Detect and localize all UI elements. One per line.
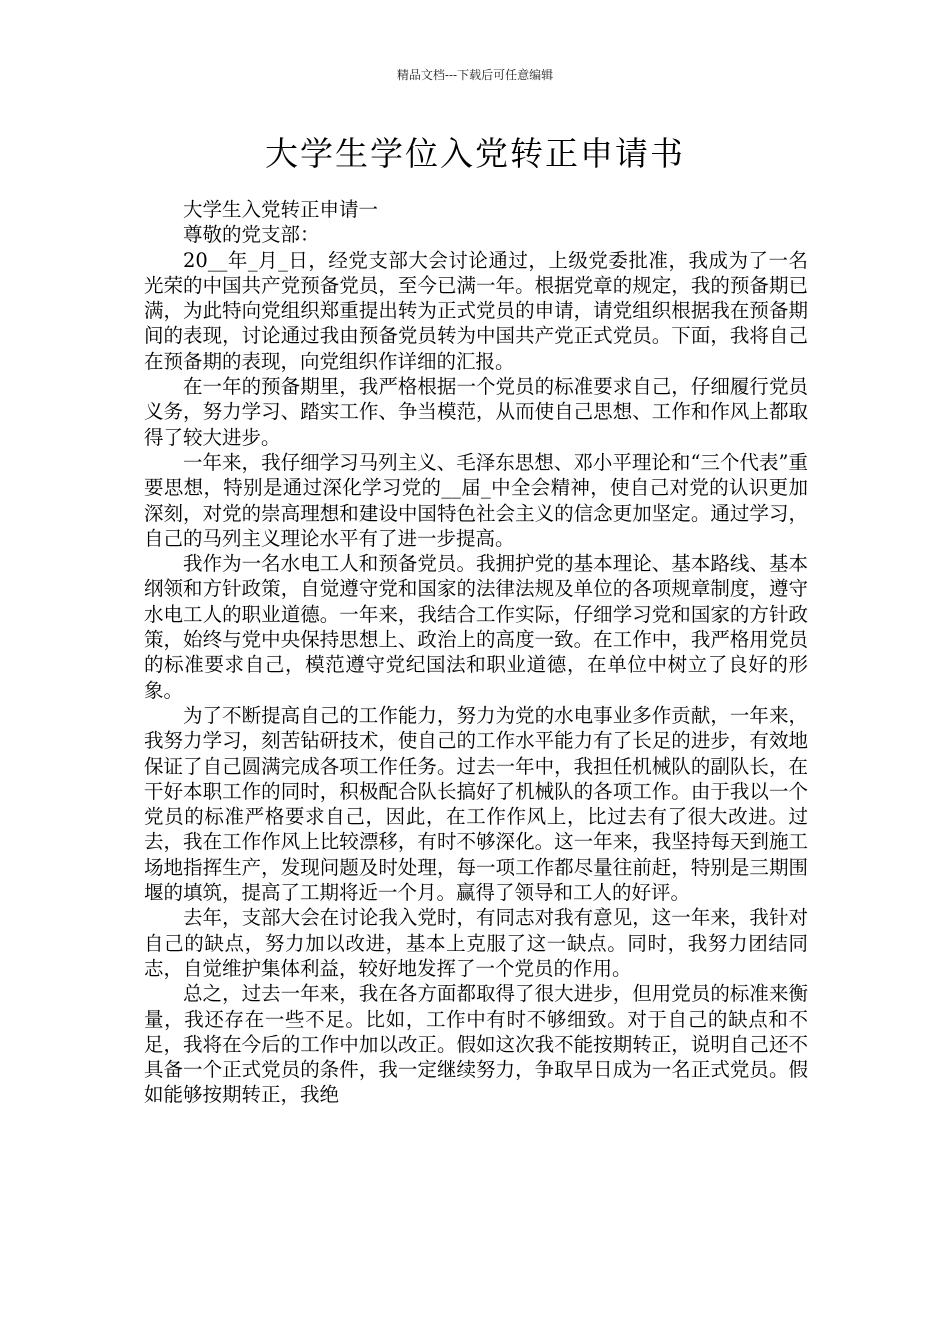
paragraph-2: 在一年的预备期里，我严格根据一个党员的标准要求自己，仔细履行党员义务，努力学习、踏实工作、争当模范，从而使自己思想、工作和作风上都取得了较大进步。 [144, 375, 808, 449]
paragraph-3: 一年来，我仔细学习马列主义、毛泽东思想、邓小平理论和“三个代表”重要思想，特别是通过深化学习党的__届_中全会精神，使自己对党的认识更加深刻，对党的崇高理想和建设中国特色社会主义的信念更加坚定。通过学习，自己的马列主义理论水平有了进一步提高。 [144, 450, 808, 550]
page-header-note: 精品文档---下载后可任意编辑 [396, 68, 554, 82]
document-body [144, 197, 808, 1108]
paragraph-7: 总之，过去一年来，我在各方面都取得了很大进步，但用党员的标准来衡量，我还存在一些不足。比如，工作中有时不够细致。对于自己的缺点和不足，我将在今后的工作中加以改正。假如这次我不能按期转正，说明自己还不具备一个正式党员的条件，我一定继续努力，争取早日成为一名正式党员。假如能够按期转正，我绝 [144, 982, 808, 1107]
paragraph-4: 我作为一名水电工人和预备党员。我拥护党的基本理论、基本路线、基本纲领和方针政策，自觉遵守党和国家的法律法规及单位的各项规章制度，遵守水电工人的职业道德。一年来，我结合工作实际，仔细学习党和国家的方针政策，始终与党中央保持思想上、政治上的高度一致。在工作中，我严格用党员的标准要求自己，模范遵守党纪国法和职业道德，在单位中树立了良好的形象。 [144, 552, 808, 702]
document-subtitle: 大学生入党转正申请一 [183, 198, 379, 221]
paragraph-1: 20__年_月_日，经党支部大会讨论通过，上级党委批准，我成为了一名光荣的中国共产党预备党员，至今已满一年。根据党章的规定，我的预备期已满，为此特向党组织郑重提出转为正式党员的申请，请党组织根据我在预备期间的表现，讨论通过我由预备党员转为中国共产党正式党员。下面，我将自己在预备期的表现，向党组织作详细的汇报。 [144, 248, 808, 373]
salutation: 尊敬的党支部： [183, 223, 320, 247]
paragraph-6: 去年，支部大会在讨论我入党时，有同志对我有意见，这一年来，我针对自己的缺点，努力加以改进，基本上克服了这一缺点。同时，我努力团结同志，自觉维护集体利益，较好地发挥了一个党员的作用。 [144, 906, 808, 980]
document-title: 大学生学位入党转正申请书 [265, 134, 685, 173]
paragraph-5: 为了不断提高自己的工作能力，努力为党的水电事业多作贡献，一年来，我努力学习，刻苦钻研技术，使自己的工作水平能力有了长足的进步，有效地保证了自己圆满完成各项工作任务。过去一年中，我担任机械队的副队长，在干好本职工作的同时，积极配合队长搞好了机械队的各项工作。由于我以一个党员的标准严格要求自己，因此，在工作作风上，比过去有了很大改进。过去，我在工作作风上比较漂移，有时不够深化。这一年来，我坚持每天到施工场地指挥生产，发现问题及时处理，每一项工作都尽量往前赶，特别是三期围堰的填筑，提高了工期将近一个月。赢得了领导和工人的好评。 [144, 703, 808, 905]
